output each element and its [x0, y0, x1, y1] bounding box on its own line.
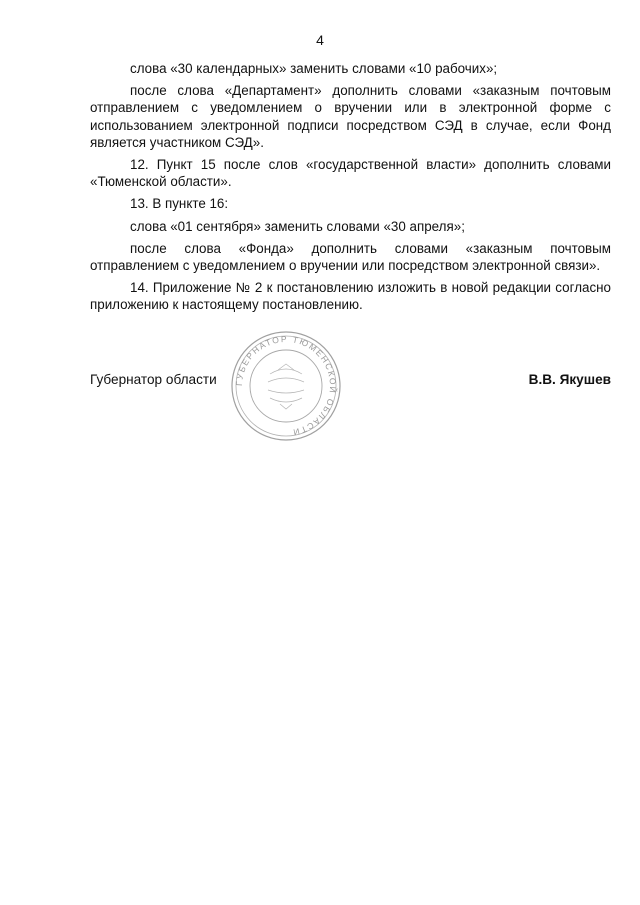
paragraph: слова «01 сентября» заменить словами «30 апреля»; — [130, 218, 465, 234]
paragraph: после слова «Фонда» дополнить словами «заказным почтовым отправлением с уведомлением о вручении или посредством электронной связи». — [90, 240, 611, 274]
paragraph: 14. Приложение № 2 к постановлению изложить в новой редакции согласно приложению к настоящему постановлению. — [90, 280, 611, 313]
paragraph: слова «30 календарных» заменить словами «10 рабочих»; — [130, 61, 498, 76]
paragraph: 12. Пункт 15 после слов «государственной власти» дополнить словами «Тюменской области». — [90, 157, 611, 190]
signer-title: Губернатор области — [90, 372, 217, 387]
signature-block — [90, 372, 611, 394]
document-body — [90, 60, 611, 319]
signer-name: В.В. Якушев — [528, 372, 611, 387]
paragraph: после слова «Департамент» дополнить словами «заказным почтовым отправлением с уведомлением о вручении или в электронной форме с использованием электронной подписи посредством СЭД в случае, если Фонд является участником СЭД». — [90, 83, 611, 150]
seal-text: ГУБЕРНАТОР ТЮМЕНСКОЙ ОБЛАСТИ — [233, 333, 339, 438]
paragraph: 13. В пункте 16: — [130, 196, 229, 212]
page-number: 4 — [316, 32, 324, 48]
